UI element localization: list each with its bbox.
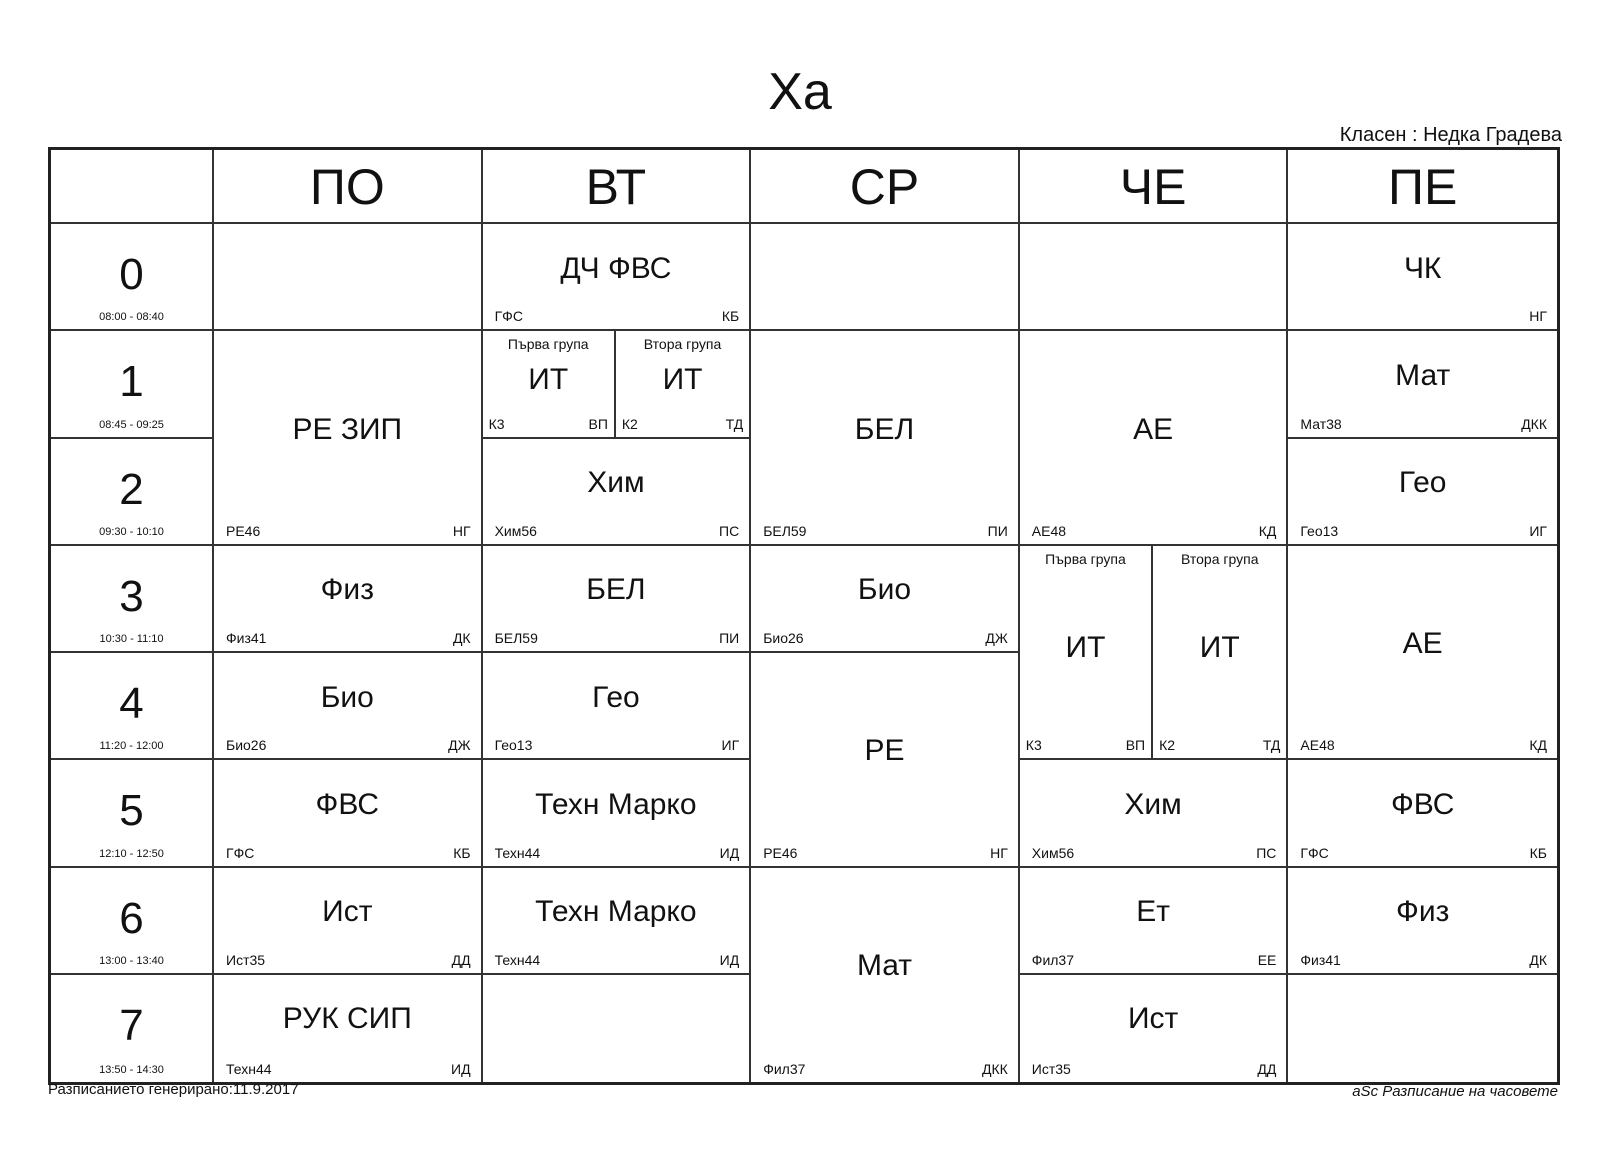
lesson-cell	[1020, 760, 1289, 867]
subject-name: БЕЛ	[586, 573, 646, 607]
room-code: ГФС	[1300, 844, 1329, 861]
lesson-cell	[483, 546, 752, 653]
room-code: К2	[1159, 737, 1176, 754]
room-code: Техн44	[494, 844, 541, 861]
teacher-initials: ПС	[719, 522, 740, 539]
subject-name: Ист	[1127, 1002, 1179, 1036]
room-code: Техн44	[226, 1061, 272, 1077]
subject-name: Био	[857, 573, 912, 607]
subject-name: ЧК	[1403, 251, 1442, 285]
room-code: Гео13	[1300, 522, 1339, 539]
teacher-initials: КД	[1529, 737, 1547, 754]
subject-name: РЕ	[864, 734, 905, 768]
room-code: Физ41	[226, 630, 267, 646]
lesson-cell	[214, 224, 483, 331]
lesson-cell	[1288, 439, 1557, 546]
lesson-cell	[1020, 224, 1289, 331]
subject-name: Гео	[592, 680, 640, 714]
teacher-initials: ДД	[1257, 1061, 1277, 1077]
room-code: БЕЛ59	[763, 522, 807, 539]
teacher-initials: ДК	[1529, 951, 1547, 968]
subject-name: Ист	[322, 895, 373, 929]
teacher-initials: КД	[1258, 522, 1277, 539]
subject-name: Физ	[320, 573, 374, 607]
teacher-initials: НГ	[1529, 308, 1547, 325]
period-cell	[51, 653, 214, 760]
lesson-cell	[751, 331, 1020, 546]
teacher-initials: НГ	[452, 522, 471, 539]
lesson-cell	[1020, 868, 1289, 975]
teacher-initials: ПИ	[719, 630, 740, 646]
room-code: Ист35	[226, 951, 266, 968]
group-half	[483, 331, 616, 436]
subject-name: Техн Марко	[535, 895, 697, 929]
generated-date: Разписанието генерирано:11.9.2017	[48, 1081, 299, 1098]
lesson-cell	[214, 975, 483, 1082]
period-number: 1	[119, 357, 144, 407]
period-number: 7	[119, 1000, 144, 1050]
subject-name: Хим	[587, 466, 645, 500]
software-credit: aSc Разписание на часовете	[1352, 1083, 1558, 1100]
room-code: БЕЛ59	[494, 630, 538, 646]
subject-name: ФВС	[315, 787, 380, 821]
timetable-grid	[48, 147, 1560, 1085]
lesson-cell	[483, 224, 752, 331]
lesson-cell	[214, 868, 483, 975]
period-cell	[51, 868, 214, 975]
subject-name: РУК СИП	[282, 1002, 412, 1036]
room-code: РЕ46	[763, 844, 798, 861]
room-code: Техн44	[494, 951, 541, 968]
period-cell	[51, 224, 214, 331]
group-label: Втора група	[643, 336, 722, 353]
teacher-initials: КБ	[453, 844, 471, 861]
corner-cell	[51, 150, 214, 224]
lesson-cell	[214, 760, 483, 867]
class-teacher: Класен : Недка Градева	[1339, 124, 1562, 146]
lesson-cell	[1020, 331, 1289, 546]
teacher-initials: ДЖ	[985, 630, 1008, 646]
subject-name: ИТ	[1199, 631, 1240, 664]
period-number: 2	[119, 464, 144, 514]
period-number: 4	[119, 679, 144, 728]
lesson-cell	[214, 331, 483, 546]
teacher-initials: ДКК	[981, 1061, 1008, 1077]
period-cell	[51, 331, 214, 438]
day-header: ЧЕ	[1020, 150, 1289, 224]
lesson-cell	[483, 439, 752, 546]
teacher-initials: ДЖ	[448, 737, 471, 754]
room-code: Мат38	[1300, 415, 1342, 432]
teacher-initials: ВП	[588, 415, 608, 432]
subject-name: ИТ	[528, 362, 569, 396]
teacher-initials: ТД	[1262, 737, 1281, 754]
lesson-cell	[1288, 760, 1557, 867]
day-header: ВТ	[483, 150, 752, 224]
lesson-cell	[1288, 975, 1557, 1082]
room-code: ГФС	[494, 308, 523, 325]
period-number: 3	[119, 571, 144, 621]
lesson-cell	[1288, 331, 1557, 438]
period-number: 0	[119, 250, 144, 299]
subject-name: АЕ	[1133, 412, 1174, 446]
room-code: Био26	[763, 630, 804, 646]
subject-name: Био	[320, 680, 374, 714]
lesson-cell	[483, 975, 752, 1082]
lesson-cell	[751, 546, 1020, 653]
room-code: Хим56	[494, 522, 537, 539]
lesson-cell	[751, 868, 1020, 1083]
period-cell	[51, 760, 214, 867]
teacher-initials: КБ	[1529, 844, 1547, 861]
period-cell	[51, 975, 214, 1082]
teacher-initials: ДД	[451, 951, 471, 968]
period-cell	[51, 546, 214, 653]
lesson-cell	[1288, 546, 1557, 761]
teacher-initials: ДКК	[1521, 415, 1547, 432]
group-half	[1153, 546, 1286, 759]
room-code: АЕ48	[1031, 522, 1067, 539]
room-code: К3	[1025, 737, 1042, 754]
period-number: 5	[119, 786, 144, 836]
subject-name: ИТ	[662, 362, 703, 396]
teacher-initials: ТД	[725, 415, 744, 432]
subject-name: Физ	[1396, 895, 1450, 929]
subject-name: Мат	[856, 948, 913, 982]
lesson-cell	[751, 224, 1020, 331]
period-cell	[51, 439, 214, 546]
group-half	[1020, 546, 1153, 759]
group-label: Първа група	[1045, 550, 1126, 567]
subject-name: РЕ ЗИП	[292, 412, 403, 446]
subject-name: Гео	[1398, 466, 1447, 500]
room-code: ГФС	[226, 844, 255, 861]
room-code: РЕ46	[226, 522, 261, 539]
lesson-cell	[214, 653, 483, 760]
teacher-initials: ПС	[1256, 844, 1277, 861]
room-code: К2	[621, 415, 638, 432]
lesson-cell	[483, 331, 752, 438]
subject-name: Ет	[1136, 895, 1170, 929]
room-code: Фил37	[763, 1061, 806, 1077]
subject-name: Хим	[1124, 787, 1182, 821]
class-title: Ха	[768, 63, 832, 121]
teacher-initials: КБ	[721, 308, 740, 325]
room-code: АЕ48	[1300, 737, 1335, 754]
day-header: СР	[751, 150, 1020, 224]
room-code: Гео13	[494, 737, 533, 754]
room-code: Фил37	[1031, 951, 1075, 968]
teacher-initials: ИГ	[1529, 522, 1547, 539]
subject-name: АЕ	[1402, 627, 1443, 660]
teacher-initials: ВП	[1125, 737, 1146, 754]
lesson-cell	[1020, 546, 1289, 761]
lesson-cell	[751, 653, 1020, 868]
room-code: К3	[488, 415, 505, 432]
subject-name: Мат	[1395, 358, 1451, 392]
subject-name: Техн Марко	[535, 787, 697, 821]
teacher-initials: ПИ	[987, 522, 1008, 539]
teacher-initials: ИД	[719, 951, 740, 968]
period-time: 13:00 - 13:40	[99, 954, 164, 967]
lesson-cell	[1288, 224, 1557, 331]
period-time: 09:30 - 10:10	[99, 525, 164, 538]
lesson-cell	[1020, 975, 1289, 1082]
lesson-cell	[214, 546, 483, 653]
subject-name: ФВС	[1390, 787, 1455, 821]
group-half	[616, 331, 749, 436]
day-header: ПО	[214, 150, 483, 224]
teacher-initials: ДК	[452, 630, 471, 646]
period-time: 13:50 - 14:30	[99, 1064, 164, 1076]
group-label: Втора група	[1181, 550, 1259, 567]
group-label: Първа група	[507, 336, 589, 353]
room-code: Ист35	[1031, 1061, 1071, 1077]
period-time: 12:10 - 12:50	[99, 847, 164, 860]
teacher-initials: ЕЕ	[1257, 951, 1277, 968]
room-code: Био26	[226, 737, 267, 754]
subject-name: ИТ	[1065, 631, 1106, 664]
teacher-initials: ИГ	[721, 737, 740, 754]
period-time: 08:45 - 09:25	[99, 418, 164, 431]
teacher-initials: ИД	[451, 1061, 471, 1077]
day-header: ПЕ	[1288, 150, 1557, 224]
room-code: Хим56	[1031, 844, 1075, 861]
lesson-cell	[1288, 868, 1557, 975]
teacher-initials: ИД	[719, 844, 740, 861]
lesson-cell	[483, 653, 752, 760]
teacher-initials: НГ	[990, 844, 1008, 861]
lesson-cell	[483, 760, 752, 867]
period-time: 08:00 - 08:40	[99, 311, 164, 324]
period-time: 10:30 - 11:10	[99, 633, 164, 645]
period-time: 11:20 - 12:00	[99, 740, 164, 753]
subject-name: ДЧ ФВС	[560, 251, 672, 285]
period-number: 6	[119, 893, 144, 943]
lesson-cell	[483, 868, 752, 975]
subject-name: БЕЛ	[854, 412, 915, 446]
room-code: Физ41	[1300, 951, 1341, 968]
